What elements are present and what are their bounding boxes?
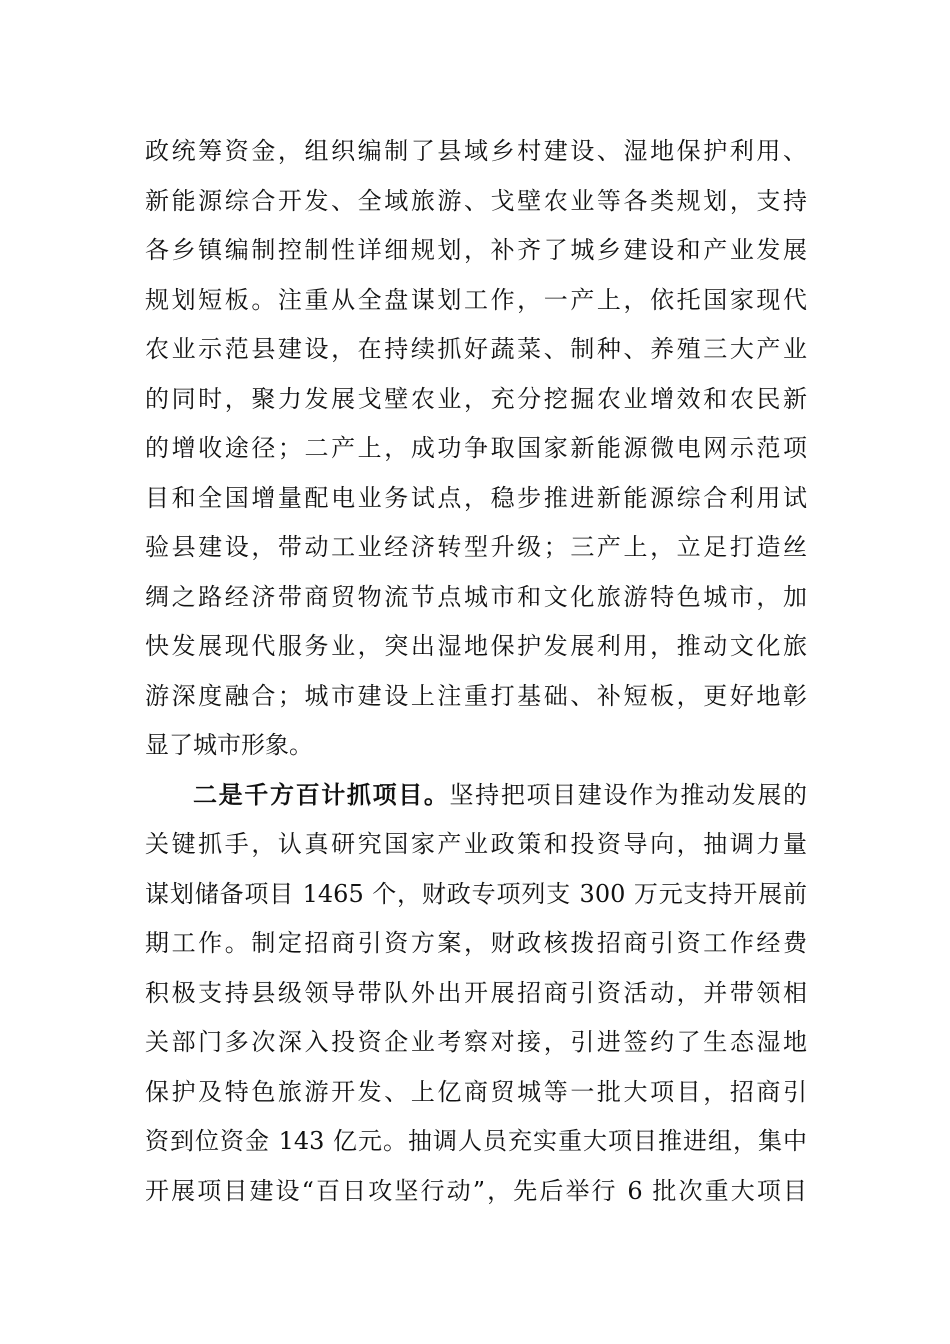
paragraph-2-line-2: 关键抓手，认真研究国家产业政策和投资导向，抽调力量 <box>145 830 807 858</box>
paragraph-1-line-9: 验县建设，带动工业经济转型升级；三产上，立足打造丝 <box>145 533 807 561</box>
paragraph-2-heading: 二是千方百计抓项目。 <box>193 781 450 809</box>
paragraph-1-line-3: 各乡镇编制控制性详细规划，补齐了城乡建设和产业发展 <box>145 236 807 264</box>
paragraph-1-line-4: 规划短板。注重从全盘谋划工作，一产上，依托国家现代 <box>145 286 807 314</box>
paragraph-1-line-7: 的增收途径；二产上，成功争取国家新能源微电网示范项 <box>145 434 807 462</box>
paragraph-1-line-8: 目和全国增量配电业务试点，稳步推进新能源综合利用试 <box>145 484 807 512</box>
paragraph-1-line-6: 的同时，聚力发展戈壁农业，充分挖掘农业增效和农民新 <box>145 385 807 413</box>
paragraph-2-line-6: 关部门多次深入投资企业考察对接，引进签约了生态湿地 <box>145 1028 807 1056</box>
paragraph-1-line-10: 绸之路经济带商贸物流节点城市和文化旅游特色城市，加 <box>145 583 807 611</box>
paragraph-2-first-line-text: 坚持把项目建设作为推动发展的 <box>449 781 808 809</box>
paragraph-1-line-13: 显了城市形象。 <box>145 731 313 759</box>
paragraph-1-line-2: 新能源综合开发、全域旅游、戈壁农业等各类规划，支持 <box>145 187 807 215</box>
paragraph-2-line-9: 开展项目建设“百日攻坚行动”，先后举行 6 批次重大项目 <box>145 1177 807 1205</box>
paragraph-2-line-7: 保护及特色旅游开发、上亿商贸城等一批大项目，招商引 <box>145 1078 807 1106</box>
paragraph-2-line-3: 谋划储备项目 1465 个，财政专项列支 300 万元支持开展前 <box>145 880 807 908</box>
paragraph-2-line-4: 期工作。制定招商引资方案，财政核拨招商引资工作经费 <box>145 929 807 957</box>
paragraph-1-line-5: 农业示范县建设，在持续抓好蔬菜、制种、养殖三大产业 <box>145 335 807 363</box>
paragraph-1-line-1: 政统筹资金，组织编制了县域乡村建设、湿地保护利用、 <box>145 137 807 165</box>
paragraph-2-first-line <box>193 775 807 815</box>
paragraph-2-line-5: 积极支持县级领导带队外出开展招商引资活动，并带领相 <box>145 979 807 1007</box>
paragraph-2-line-8: 资到位资金 143 亿元。抽调人员充实重大项目推进组，集中 <box>145 1127 807 1155</box>
paragraph-1-line-11: 快发展现代服务业，突出湿地保护发展利用，推动文化旅 <box>145 632 807 660</box>
paragraph-1-line-12: 游深度融合；城市建设上注重打基础、补短板，更好地彰 <box>145 682 807 710</box>
